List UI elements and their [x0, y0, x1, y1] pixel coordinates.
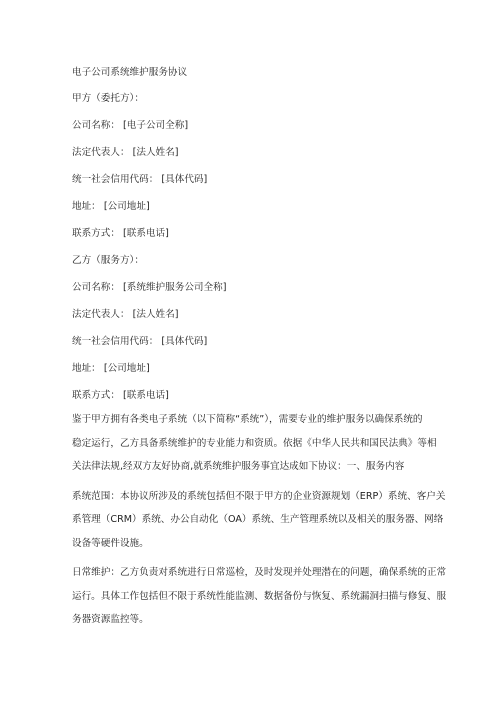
party-b-company-name: 公司名称： [系统维护服务公司全称]: [72, 282, 227, 293]
party-a-header: 甲方（委托方）：: [72, 93, 144, 104]
party-a-company-name: 公司名称： [电子公司全称]: [72, 120, 189, 131]
daily-maintenance-line: 日常维护：乙方负责对系统进行日常巡检，及时发现并处理潜在的问题，确保系统的正常: [72, 567, 447, 578]
document-title: 电子公司系统维护服务协议: [72, 67, 188, 78]
daily-maintenance-paragraph: [72, 561, 447, 632]
preamble-paragraph: [72, 408, 437, 479]
party-b-header: 乙方（服务方）：: [72, 255, 144, 266]
scope-line: 设备等硬件设施。: [72, 537, 149, 549]
scope-line: 系管理（CRM）系统、办公自动化（OA）系统、生产管理系统以及相关的服务器、网络: [72, 514, 444, 525]
party-a-legal-rep: 法定代表人： [法人姓名]: [72, 147, 179, 158]
party-a-address: 地址： [公司地址]: [72, 201, 150, 212]
party-b-contact: 联系方式： [联系电话]: [72, 390, 169, 401]
daily-maintenance-line: 运行。具体工作包括但不限于系统性能监测、数据备份与恢复、系统漏洞扫描与修复、服: [72, 590, 447, 602]
daily-maintenance-line: 务器资源监控等。: [72, 614, 149, 625]
preamble-line: 关法律法规,经双方友好协商,就系统维护服务事宜达成如下协议：一、服务内容: [72, 461, 405, 472]
party-a-contact: 联系方式： [联系电话]: [72, 228, 169, 239]
scope-line: 系统范围：本协议所涉及的系统包括但不限于甲方的企业资源规划（ERP）系统、客户关: [72, 490, 446, 502]
scope-paragraph: [72, 485, 446, 556]
party-b-address: 地址： [公司地址]: [72, 363, 150, 374]
party-b-credit-code: 统一社会信用代码： [具体代码]: [72, 336, 208, 347]
agreement-body: [72, 66, 447, 635]
party-b-legal-rep: 法定代表人： [法人姓名]: [72, 309, 179, 320]
preamble-line: 稳定运行，乙方具备系统维护的专业能力和资质。依据《中华人民共和国民法典》等相: [72, 437, 437, 449]
party-a-credit-code: 统一社会信用代码： [具体代码]: [72, 174, 208, 185]
preamble-line: 鉴于甲方拥有各类电子系统（以下简称“系统”），需要专业的维护服务以确保系统的: [72, 414, 423, 425]
